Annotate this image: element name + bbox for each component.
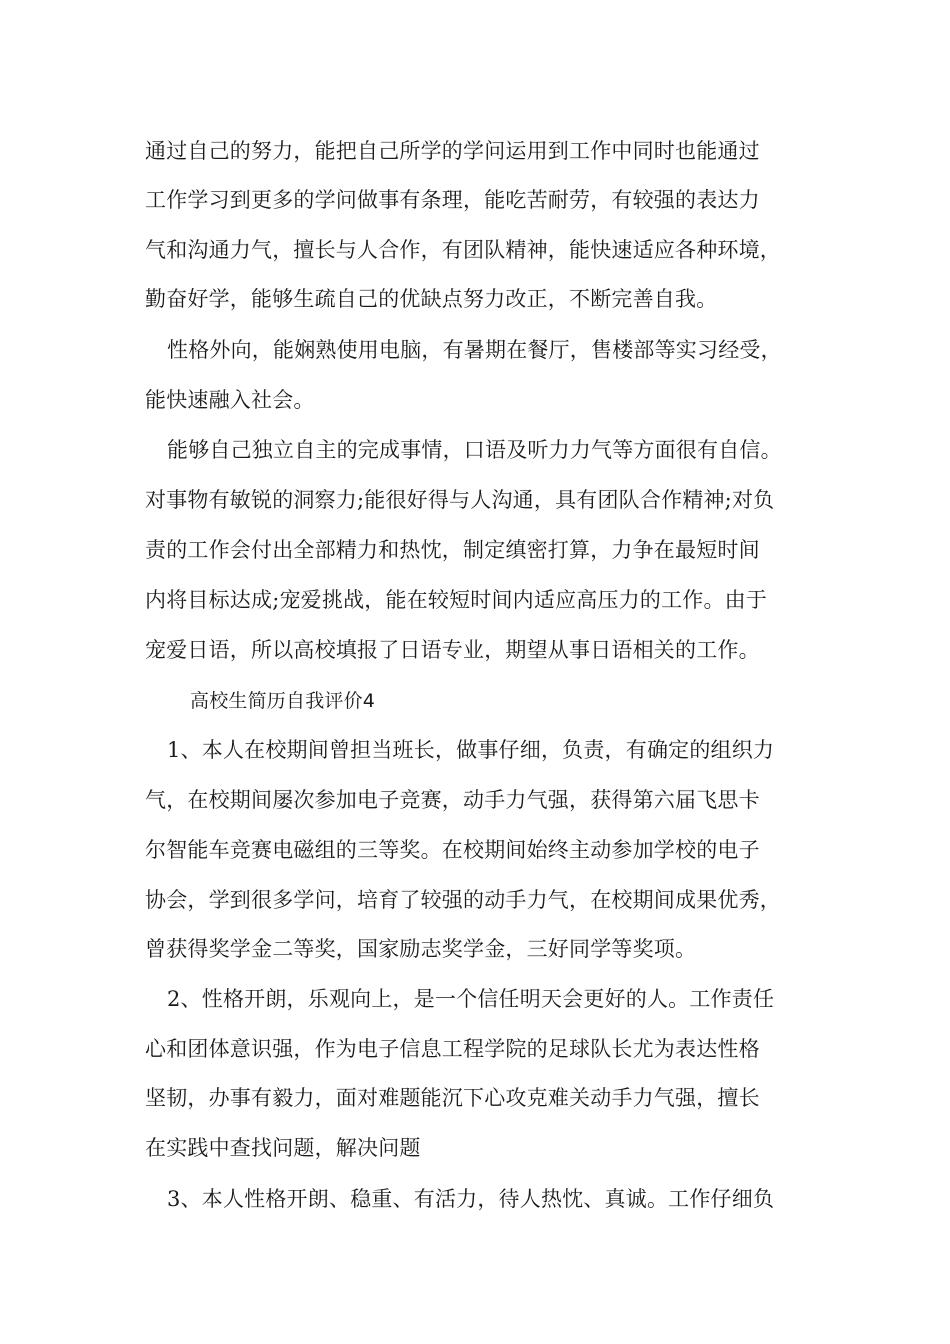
paragraph-line: 勤奋好学，能够生疏自己的优缺点努力改正，不断完善自我。: [145, 287, 718, 311]
paragraph-line: 尔智能车竞赛电磁组的三等奖。在校期间始终主动参加学校的电子: [145, 838, 760, 862]
paragraph-line: 协会，学到很多学问，培育了较强的动手力气，在校期间成果优秀，: [145, 888, 781, 912]
paragraph-line: 能快速融入社会。: [145, 388, 315, 412]
paragraph-line: 能够自己独立自主的完成事情，口语及听力力气等方面很有自信。: [167, 438, 782, 462]
paragraph-line: 2、性格开朗，乐观向上，是一个信任明天会更好的人。工作责任: [167, 987, 775, 1011]
paragraph-line: 宠爱日语，所以高校填报了日语专业，期望从事日语相关的工作。: [145, 638, 760, 662]
paragraph-line: 性格外向，能娴熟使用电脑，有暑期在餐厅，售楼部等实习经受，: [167, 338, 782, 362]
paragraph-line: 1、本人在校期间曾担当班长，做事仔细，负责，有确定的组织力: [167, 738, 775, 762]
paragraph-line: 工作学习到更多的学问做事有条理，能吃苦耐劳，有较强的表达力: [145, 188, 760, 212]
paragraph-line: 坚韧，办事有毅力，面对难题能沉下心攻克难关动手力气强，擅长: [145, 1086, 760, 1110]
paragraph-line: 曾获得奖学金二等奖，国家励志奖学金，三好同学等奖项。: [145, 937, 697, 961]
paragraph-line: 3、本人性格开朗、稳重、有活力，待人热忱、真诚。工作仔细负: [167, 1187, 775, 1211]
paragraph-line: 通过自己的努力，能把自己所学的学问运用到工作中同时也能通过: [145, 139, 760, 163]
section-heading: 高校生简历自我评价4: [190, 690, 376, 712]
paragraph-line: 在实践中查找问题，解决问题: [145, 1136, 421, 1160]
paragraph-line: 心和团体意识强，作为电子信息工程学院的足球队长尤为表达性格: [145, 1037, 760, 1061]
paragraph-line: 内将目标达成;宠爱挑战，能在较短时间内适应高压力的工作。由于: [145, 588, 768, 612]
paragraph-line: 气，在校期间屡次参加电子竞赛，动手力气强，获得第六届飞思卡: [145, 788, 760, 812]
paragraph-line: 对事物有敏锐的洞察力;能很好得与人沟通，具有团队合作精神;对负: [145, 488, 775, 512]
paragraph-line: 气和沟通力气，擅长与人合作，有团队精神，能快速适应各种环境，: [145, 238, 781, 262]
paragraph-line: 责的工作会付出全部精力和热忱，制定缜密打算，力争在最短时间: [145, 538, 760, 562]
